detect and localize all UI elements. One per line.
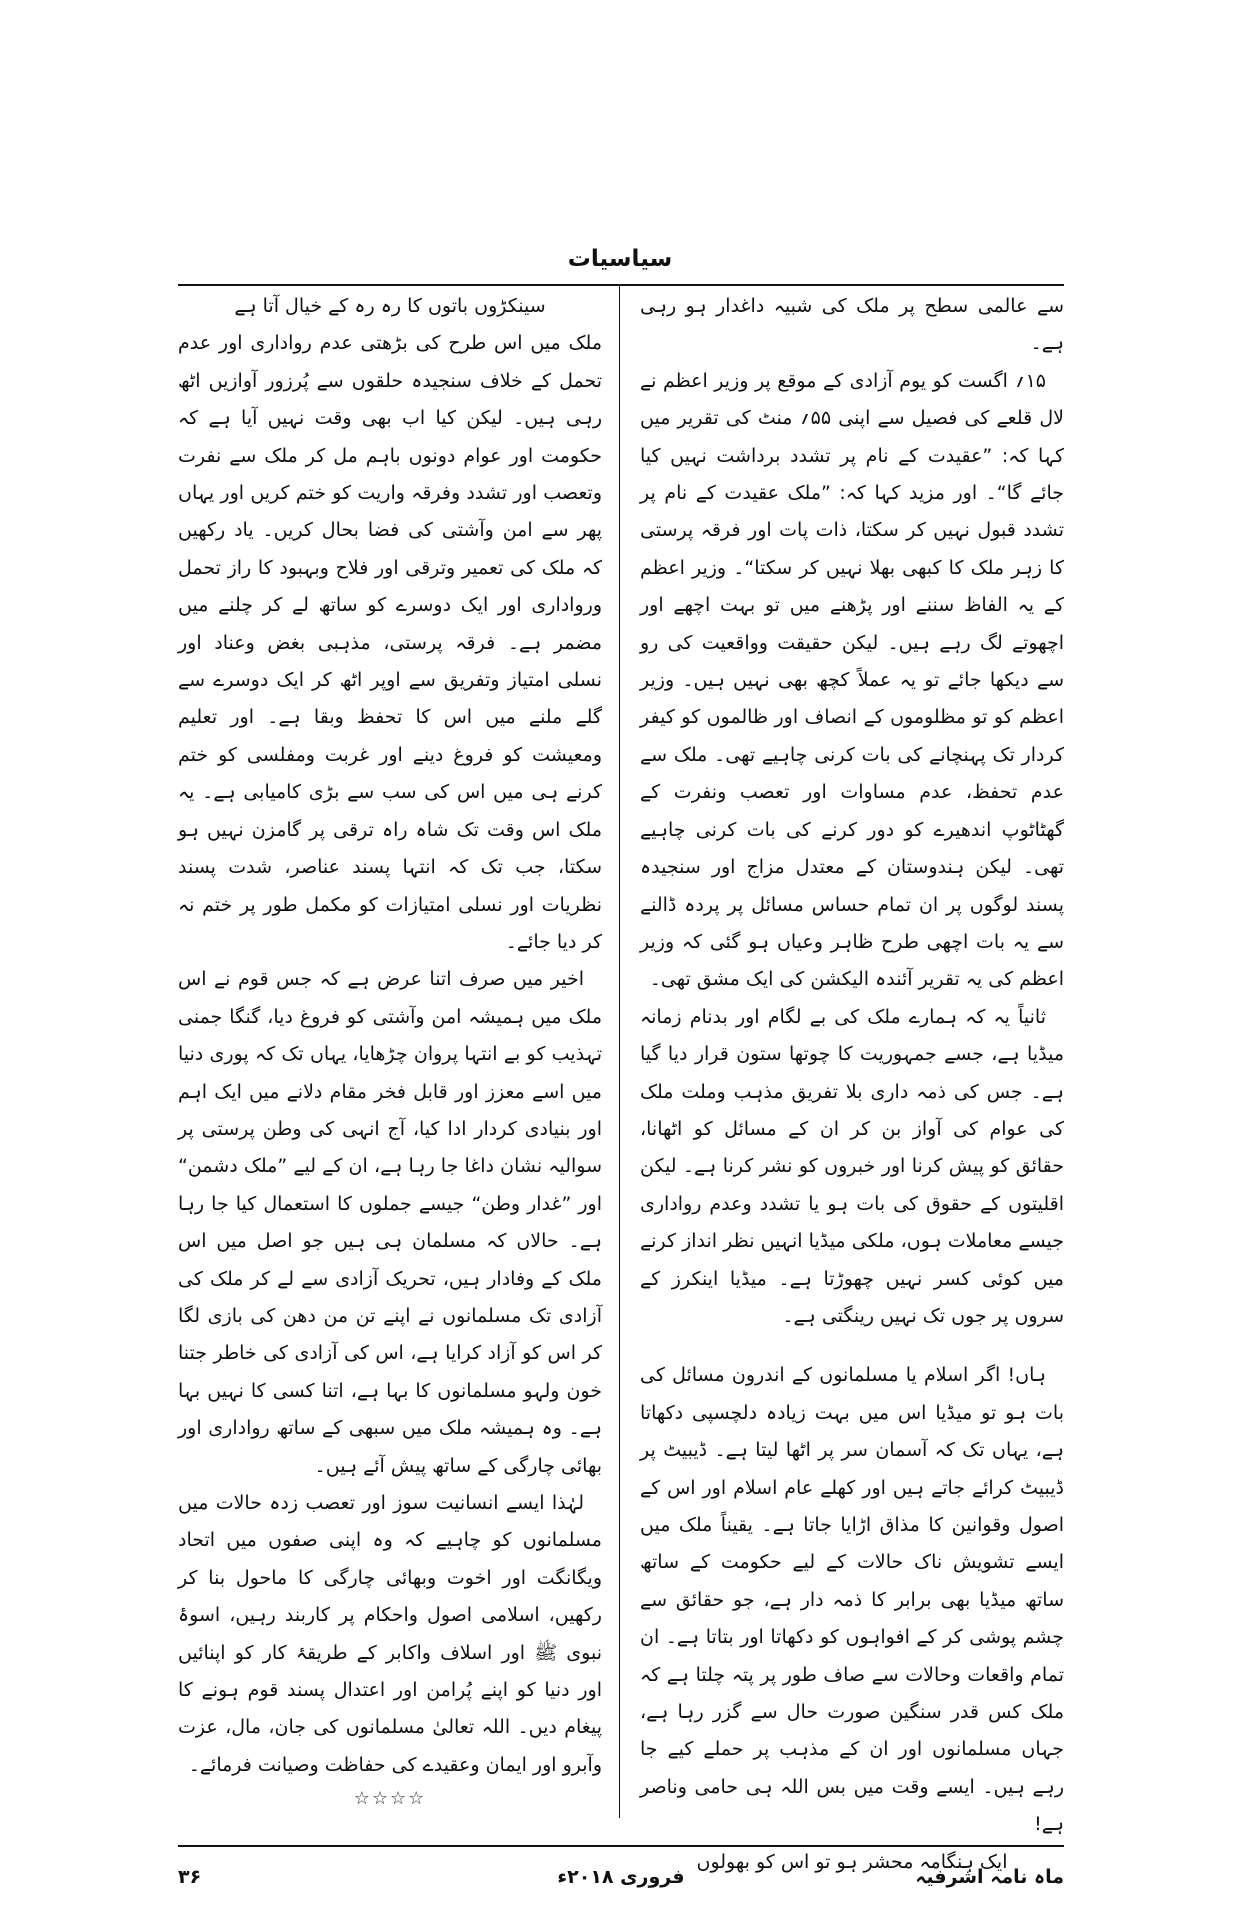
header-rule — [178, 284, 1064, 286]
paragraph: لہٰذا ایسے انسانیت سوز اور تعصب زدہ حالات میں مسلمانوں کو چاہیے کہ وہ اپنی صفوں میں اتحاد ویگانگت اور اخوت وبھائی چارگی کا ماحول بنا کر رکھیں، اسلامی اصول واحکام پر کاربند رہیں، اسوۂ نبوی ﷺ اور اسلاف واکابر کے طریقۂ کار کو اپنائیں اور دنیا کو اپنے پُرامن اور اعتدال پسند قوم ہونے کا پیغام دیں۔ اللہ تعالیٰ مسلمانوں کی جان، مال، عزت وآبرو اور ایمان وعقیدے کی حفاظت وصیانت فرمائے۔ — [178, 1492, 602, 1776]
issue-date: فروری ۲۰۱۸ء — [557, 1866, 685, 1888]
paragraph: ثانیاً یہ کہ ہمارے ملک کی بے لگام اور بدنام زمانہ میڈیا ہے، جسے جمہوریت کا چوتھا ستون قرار دیا گیا ہے۔ جس کی ذمہ داری بلا تفریق مذہب وملت ملک کی عوام کی آواز بن کر ان کے مسائل کو اٹھانا، حقائق کو پیش کرنا اور خبروں کو نشر کرنا ہے۔ لیکن اقلیتوں کے حقوق کی بات ہو یا تشدد وعدم رواداری جیسے معاملات ہوں، ملکی میڈیا انہیں نظر انداز کرنے میں کوئی کسر نہیں چھوڑتا ہے۔ میڈیا اینکرز کے سروں پر جوں تک نہیں رینگتی ہے۔ — [640, 1005, 1064, 1327]
paragraph: اخیر میں صرف اتنا عرض ہے کہ جس قوم نے اس ملک میں ہمیشہ امن وآشتی کو فروغ دیا، گنگا جمنی تہذیب کو بے انتہا پروان چڑھایا، یہاں تک کہ پوری دنیا میں اسے معزز اور قابل فخر مقام دلانے میں ایک اہم اور بنیادی کردار ادا کیا، آج انہی کی وطن پرستی پر سوالیہ نشان داغا جا رہا ہے، ان کے لیے ”ملک دشمن“ اور ”غدار وطن“ جیسے جملوں کا استعمال کیا جا رہا ہے۔ حالاں کہ مسلمان ہی ہیں جو اصل میں اس ملک کے وفادار ہیں، تحریک آزادی سے لے کر ملک کی آزادی تک مسلمانوں نے اپنے تن من دھن کی بازی لگا کر اس کو آزاد کرایا ہے، اس کی آزادی کی خاطر جتنا خون ولہو مسلمانوں کا بہا ہے، اتنا کسی کا نہیں بہا ہے۔ وہ ہمیشہ ملک میں سبھی کے ساتھ رواداری اور بھائی چارگی کے ساتھ پیش آئے ہیں۔ — [178, 968, 602, 1477]
page-number: ۳۶ — [178, 1866, 202, 1888]
footer-rule — [178, 1845, 1064, 1847]
page-footer — [178, 1866, 1064, 1906]
column-divider — [619, 286, 620, 1818]
section-title: سیاسیات — [567, 246, 673, 272]
magazine-name: ماہ نامہ اشرفیہ — [915, 1866, 1064, 1888]
right-column — [640, 288, 1064, 1873]
paragraph: ہاں! اگر اسلام یا مسلمانوں کے اندرون مسائل کی بات ہو تو میڈیا اس میں بہت زیادہ دلچسپی دکھاتا ہے، یہاں تک کہ آسمان سر پر اٹھا لیتا ہے۔ ڈیبیٹ پر ڈیبیٹ کرائے جاتے ہیں اور کھلے عام اسلام اور اس کے اصول وقوانین کا مذاق اڑایا جاتا ہے۔ یقیناً ملک میں ایسے تشویش ناک حالات کے لیے حکومت کے ساتھ ساتھ میڈیا بھی برابر کا ذمہ دار ہے، جو حقائق سے چشم پوشی کر کے افواہوں کو دکھاتا اور بتاتا ہے۔ ان تمام واقعات وحالات سے صاف طور پر پتہ چلتا ہے کہ ملک کس قدر سنگین صورت حال سے گزر رہا ہے، جہاں مسلمانوں اور ان کے مذہب پر حملے کیے جا رہے ہیں۔ ایسے وقت میں بس اللہ ہی حامی وناصر ہے! — [640, 1364, 1064, 1836]
verse-line: سینکڑوں باتوں کا رہ رہ کے خیال آتا ہے — [234, 295, 546, 317]
paragraph: سے عالمی سطح پر ملک کی شبیہ داغدار ہو رہی ہے۔ — [640, 295, 1064, 355]
end-mark: ☆☆☆☆ — [353, 1788, 427, 1810]
left-column — [178, 288, 602, 1810]
paragraph: ملک میں اس طرح کی بڑھتی عدم رواداری اور عدم تحمل کے خلاف سنجیدہ حلقوں سے پُرزور آوازیں اٹھ رہی ہیں۔ لیکن کیا اب بھی وقت نہیں آیا ہے کہ حکومت اور عوام دونوں باہم مل کر ملک سے نفرت وتعصب اور تشدد وفرقہ واریت کو ختم کریں اور یہاں پھر سے امن وآشتی کی فضا بحال کریں۔ یاد رکھیں کہ ملک کی تعمیر وترقی اور فلاح وبہبود کا راز تحمل ورواداری اور ایک دوسرے کو ساتھ لے کر چلنے میں مضمر ہے۔ فرقہ پرستی، مذہبی بغض وعناد اور نسلی امتیاز وتفریق سے اوپر اٹھ کر ایک دوسرے سے گلے ملنے میں اس کا تحفظ وبقا ہے۔ اور تعلیم ومعیشت کو فروغ دینے اور غربت ومفلسی کو ختم کرنے ہی میں اس کی سب سے بڑی کامیابی ہے۔ یہ ملک اس وقت تک شاہ راہ ترقی پر گامزن نہیں ہو سکتا، جب تک کہ انتہا پسند عناصر، شدت پسند نظریات اور نسلی امتیازات کو مکمل طور پر ختم نہ کر دیا جائے۔ — [178, 332, 602, 953]
closing-verse: ایک ہنگامہ محشر ہو تو اس کو بھولوں — [696, 1850, 1008, 1873]
paragraph: ۱۵؍ اگست کو یوم آزادی کے موقع پر وزیر اعظم نے لال قلعے کی فصیل سے اپنی ۵۵؍ منٹ کی تقریر میں کہا کہ: ”عقیدت کے نام پر تشدد برداشت نہیں کیا جائے گا“۔ اور مزید کہا کہ: ”ملک عقیدت کے نام پر تشدد قبول نہیں کر سکتا، ذات پات اور فرقہ پرستی کا زہر ملک کا کبھی بھلا نہیں کر سکتا“۔ وزیر اعظم کے یہ الفاظ سننے اور پڑھنے میں تو بہت اچھے اور اچھوتے لگ رہے ہیں۔ لیکن حقیقت وواقعیت کی رو سے دیکھا جائے تو یہ عملاً کچھ بھی نہیں ہیں۔ وزیر اعظم کو تو مظلوموں کے انصاف اور ظالموں کو کیفر کردار تک پہنچانے کی بات کرنی چاہیے تھی۔ ملک سے عدم تحفظ، عدم مساوات اور تعصب ونفرت کے گھٹاٹوپ اندھیرے کو دور کرنے کی بات کرنی چاہیے تھی۔ لیکن ہندوستان کے معتدل مزاج اور سنجیدہ پسند لوگوں پر ان تمام حساس مسائل پر پردہ ڈالنے سے یہ بات اچھی طرح ظاہر وعیاں ہو گئی کہ وزیر اعظم کی یہ تقریر آئندہ الیکشن کی ایک مشق تھی۔ — [640, 369, 1064, 991]
